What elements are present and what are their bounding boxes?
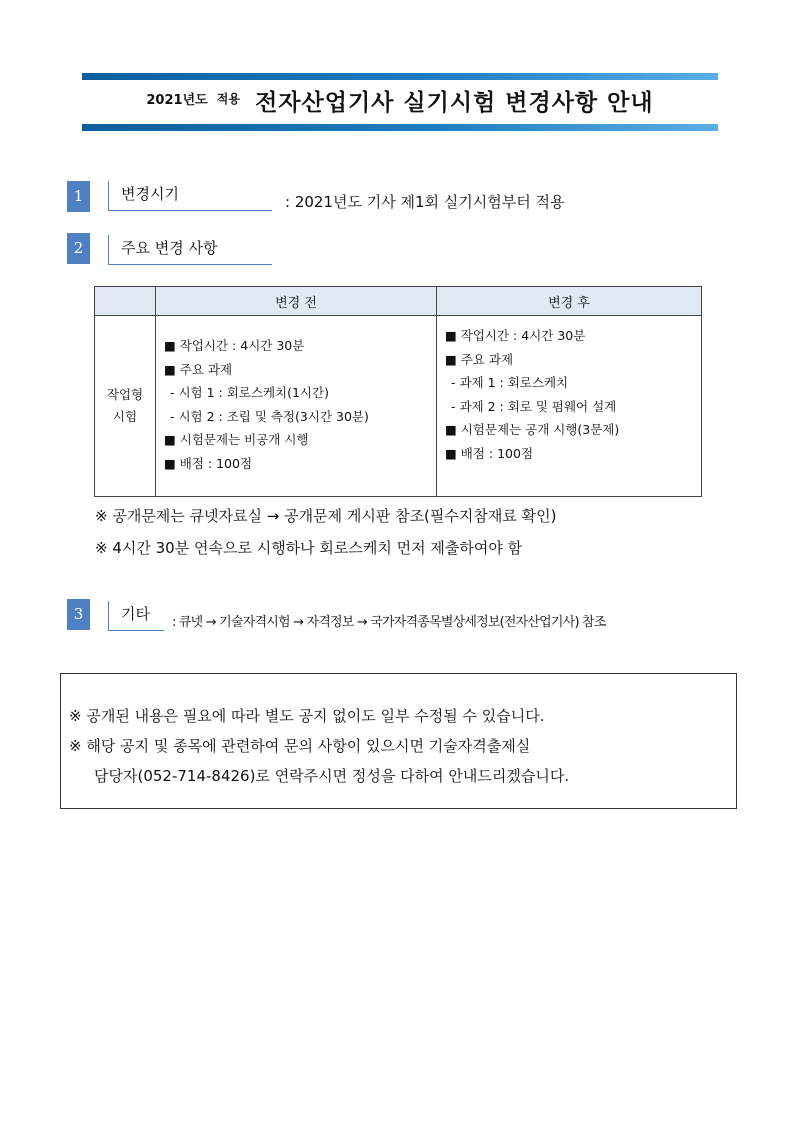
note-public-questions: ※ 공개문제는 큐넷자료실 → 공개문제 게시판 참조(필수지참재료 확인): [95, 507, 557, 525]
notice-line-1: ※ 공개된 내용은 필요에 따라 별도 공지 없이도 일부 수정될 수 있습니다.: [69, 707, 545, 725]
cell-before: [156, 316, 437, 497]
table-header-before: 변경 전: [156, 287, 437, 316]
title-main: 전자산업기사 실기시험 변경사항 안내: [255, 90, 654, 116]
notice-box: [60, 673, 737, 809]
title-bottom-bar: [82, 124, 718, 131]
cell-after: [437, 316, 702, 497]
before-item: - 시험 1 : 회로스케치(1시간): [170, 385, 329, 400]
after-item: ■ 작업시간 : 4시간 30분: [445, 328, 586, 343]
after-item: ■ 배점 : 100점: [445, 445, 534, 461]
notice-line-3: 담당자(052-714-8426)로 연락주시면 정성을 다하여 안내드리겠습니다.: [94, 767, 570, 785]
before-item: - 시험 2 : 조립 및 측정(3시간 30분): [170, 408, 369, 424]
title-year: 2021년도: [146, 93, 208, 108]
changes-table: [94, 286, 702, 497]
title-apply: 적용: [216, 92, 240, 106]
section-1-number: 1: [67, 181, 90, 212]
after-item: ■ 시험문제는 공개 시행(3문제): [445, 422, 620, 437]
title-top-bar: [82, 73, 718, 80]
section-3-number: 3: [67, 599, 90, 630]
before-item: ■ 주요 과제: [164, 361, 233, 377]
after-item: - 과제 1 : 회로스케치: [451, 375, 569, 390]
table-header-row: [95, 287, 702, 316]
after-item: - 과제 2 : 회로 및 펌웨어 설계: [451, 398, 617, 414]
row-head-practical-exam: [95, 316, 156, 497]
section-1-label: 변경시기: [108, 181, 272, 211]
row-head-line: 작업형: [106, 387, 144, 402]
section-3-label: 기타: [108, 601, 164, 631]
table-header-after: 변경 후: [437, 287, 702, 316]
table-row: [95, 316, 702, 497]
before-item: ■ 배점 : 100점: [164, 455, 253, 471]
notice-line-2: ※ 해당 공지 및 종목에 관련하여 문의 사항이 있으시면 기술자격출제실: [69, 737, 531, 755]
before-item: ■ 작업시간 : 4시간 30분: [164, 338, 305, 353]
note-continuous-exam: ※ 4시간 30분 연속으로 시행하나 회로스케치 먼저 제출하여야 함: [95, 539, 523, 557]
row-head-line: 시험: [112, 409, 138, 424]
after-item: ■ 주요 과제: [445, 351, 514, 367]
section-3-text: : 큐넷 → 기술자격시험 → 자격정보 → 국가자격종목별상세정보(전자산업기사) 참조: [172, 615, 606, 630]
section-2-number: 2: [67, 233, 90, 264]
table-header-empty: [95, 287, 156, 316]
section-2-label: 주요 변경 사항: [108, 235, 272, 265]
before-item: ■ 시험문제는 비공개 시행: [164, 432, 309, 447]
document-title: [82, 84, 718, 124]
section-1-text: : 2021년도 기사 제1회 실기시험부터 적용: [285, 193, 565, 211]
